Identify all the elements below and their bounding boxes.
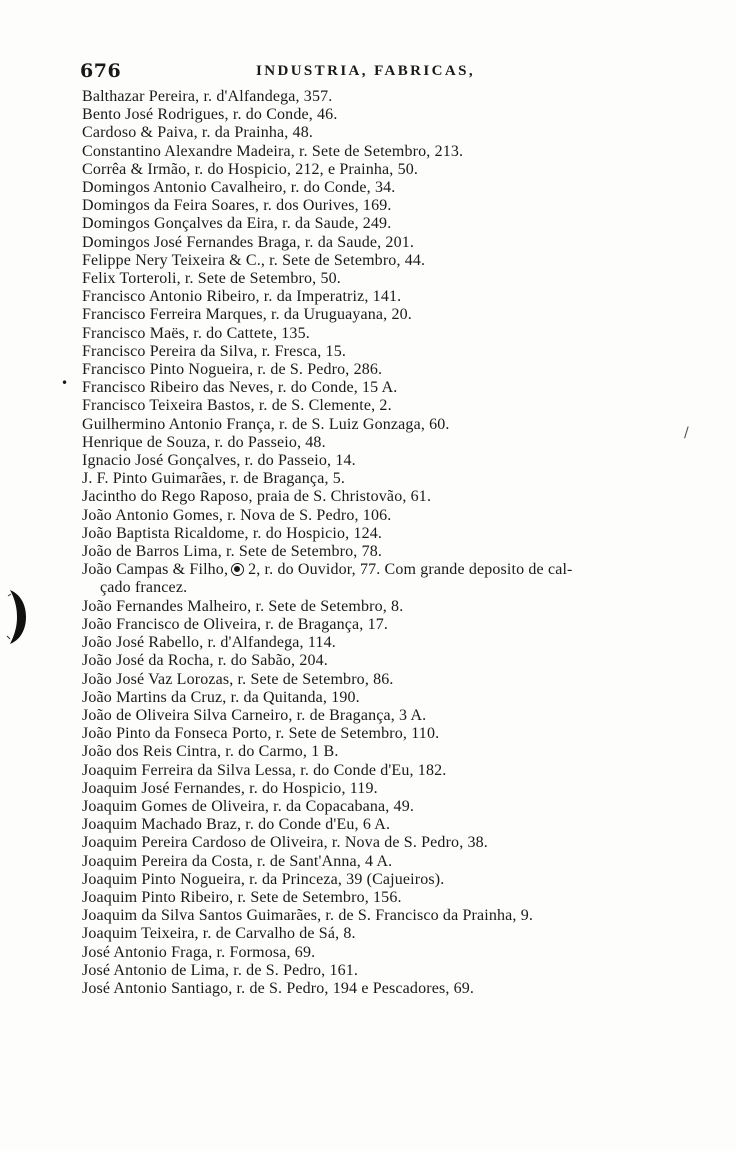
page-number: 676 xyxy=(80,60,122,82)
list-item: João Francisco de Oliveira, r. de Bragança, 17. xyxy=(82,615,389,633)
list-item: Domingos Gonçalves da Eira, r. da Saude, 249. xyxy=(82,215,392,233)
list-item: Jacintho do Rego Raposo, praia de S. Christovão, 61. xyxy=(82,488,432,506)
list-item: João de Barros Lima, r. Sete de Setembro, 78. xyxy=(82,543,383,561)
list-item: João José Rabello, r. d'Alfandega, 114. xyxy=(82,634,336,652)
running-head: INDUSTRIA, FABRICAS, xyxy=(256,63,475,79)
list-item: José Antonio de Lima, r. de S. Pedro, 161. xyxy=(82,961,359,979)
list-item: Francisco Ferreira Marques, r. da Uruguayana, 20. xyxy=(82,306,412,324)
list-item: João José da Rocha, r. do Sabão, 204. xyxy=(82,652,328,670)
list-item: Francisco Teixeira Bastos, r. de S. Clemente, 2. xyxy=(82,397,392,415)
list-item: João dos Reis Cintra, r. do Carmo, 1 B. xyxy=(82,743,339,761)
margin-slash-mark: / xyxy=(684,425,689,441)
list-item: Joaquim da Silva Santos Guimarães, r. de S. Francisco da Prainha, 9. xyxy=(82,907,534,925)
list-item: Felippe Nery Teixeira & C., r. Sete de Setembro, 44. xyxy=(82,251,426,269)
list-item: João de Oliveira Silva Carneiro, r. de Bragança, 3 A. xyxy=(82,706,427,724)
list-item: Francisco Pereira da Silva, r. Fresca, 15. xyxy=(82,342,347,360)
list-item: João Baptista Ricaldome, r. do Hospicio, 124. xyxy=(82,524,383,542)
list-item: João Pinto da Fonseca Porto, r. Sete de Setembro, 110. xyxy=(82,725,440,743)
list-item: Joaquim Pereira Cardoso de Oliveira, r. Nova de S. Pedro, 38. xyxy=(82,834,488,852)
campas-address: 2, r. do Ouvidor, 77. Com grande deposito de cal- xyxy=(248,561,573,579)
list-item: Joaquim Pinto Nogueira, r. da Princeza, 39 (Cajueiros). xyxy=(82,870,445,888)
list-item: Joaquim Teixeira, r. de Carvalho de Sá, 8. xyxy=(82,925,356,943)
campas-continuation: çado francez. xyxy=(100,579,188,597)
seal-emblem-icon xyxy=(231,563,244,576)
list-item: Guilhermino Antonio França, r. de S. Luiz Gonzaga, 60. xyxy=(82,415,450,433)
list-item: Joaquim Machado Braz, r. do Conde d'Eu, 6 A. xyxy=(82,816,391,834)
list-item: João José Vaz Lorozas, r. Sete de Setembro, 86. xyxy=(82,670,394,688)
list-item: Cardoso & Paiva, r. da Prainha, 48. xyxy=(82,124,313,142)
list-item: Joaquim Pinto Ribeiro, r. Sete de Setembro, 156. xyxy=(82,888,402,906)
list-item: Francisco Antonio Ribeiro, r. da Imperatriz, 141. xyxy=(82,288,402,306)
list-item: João Martins da Cruz, r. da Quitanda, 190. xyxy=(82,688,360,706)
list-item: Felix Torteroli, r. Sete de Setembro, 50. xyxy=(82,270,341,288)
list-item: Balthazar Pereira, r. d'Alfandega, 357. xyxy=(82,88,333,105)
list-item: Henrique de Souza, r. do Passeio, 48. xyxy=(82,433,326,451)
list-item: Joaquim Gomes de Oliveira, r. da Copacabana, 49. xyxy=(82,797,414,815)
margin-ink-blot xyxy=(6,586,28,648)
campas-name: João Campas & Filho, xyxy=(82,561,229,579)
list-item-campas xyxy=(82,561,712,597)
list-item: Francisco Ribeiro das Neves, r. do Conde, 15 A. xyxy=(82,379,398,397)
list-item: Domingos da Feira Soares, r. dos Ourives, 169. xyxy=(82,197,392,215)
list-item: Bento José Rodrigues, r. do Conde, 46. xyxy=(82,106,338,124)
margin-bullet-mark: • xyxy=(61,376,69,390)
list-item: Francisco Maës, r. do Cattete, 135. xyxy=(82,324,310,342)
list-item: João Fernandes Malheiro, r. Sete de Setembro, 8. xyxy=(82,597,404,615)
list-item: Constantino Alexandre Madeira, r. Sete de Setembro, 213. xyxy=(82,142,464,160)
list-item: João Antonio Gomes, r. Nova de S. Pedro, 106. xyxy=(82,506,392,524)
list-item: Francisco Pinto Nogueira, r. de S. Pedro, 286. xyxy=(82,361,383,379)
list-item: J. F. Pinto Guimarães, r. de Bragança, 5. xyxy=(82,470,346,488)
list-item: Joaquim José Fernandes, r. do Hospicio, 119. xyxy=(82,779,378,797)
list-item: Ignacio José Gonçalves, r. do Passeio, 14. xyxy=(82,452,356,470)
list-item: Corrêa & Irmão, r. do Hospicio, 212, e Prainha, 50. xyxy=(82,160,419,178)
list-item: Domingos Antonio Cavalheiro, r. do Conde, 34. xyxy=(82,179,396,197)
list-item: José Antonio Fraga, r. Formosa, 69. xyxy=(82,943,316,961)
list-item: Joaquim Pereira da Costa, r. de Sant'Anna, 4 A. xyxy=(82,852,393,870)
list-item: José Antonio Santiago, r. de S. Pedro, 194 e Pescadores, 69. xyxy=(82,979,475,997)
directory-entries xyxy=(82,88,712,998)
list-item: Domingos José Fernandes Braga, r. da Saude, 201. xyxy=(82,233,415,251)
page-header xyxy=(80,60,690,84)
list-item: Joaquim Ferreira da Silva Lessa, r. do Conde d'Eu, 182. xyxy=(82,761,447,779)
